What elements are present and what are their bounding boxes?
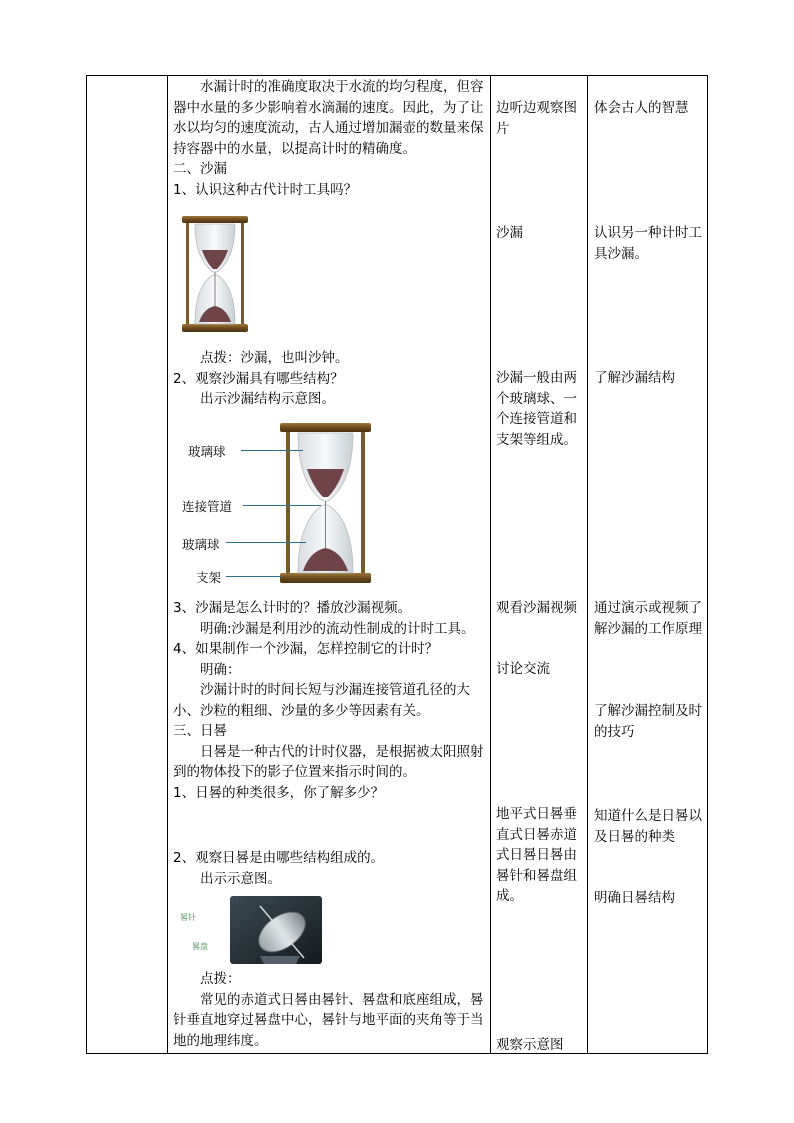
show-diagram-text: 出示沙漏结构示意图。 — [200, 391, 335, 407]
question-1: 1、认识这种古代计时工具吗？ — [173, 181, 358, 198]
intent-2: 认识另一种计时工具沙漏。 — [594, 225, 702, 262]
label-stand: 支架 — [196, 570, 222, 585]
leader-line — [243, 505, 321, 506]
label-glass-ball-bottom: 玻璃球 — [182, 537, 220, 552]
hint-1: 点拨：沙漏，也叫沙钟。 — [200, 350, 349, 366]
section-sundial-title: 三、日晷 — [173, 723, 227, 739]
intent-3: 了解沙漏结构 — [594, 370, 675, 386]
activity-2: 沙漏 — [496, 225, 523, 241]
activity-1: 边听边观察图片 — [496, 100, 577, 137]
leader-line — [226, 576, 282, 577]
content-sundial-structure — [173, 848, 487, 889]
intent-7: 明确日晷结构 — [594, 890, 675, 906]
show-diagram2-text: 出示示意图。 — [200, 870, 281, 887]
hourglass-structure-diagram — [278, 421, 373, 585]
hint-2: 常见的赤道式日晷由晷针、晷盘和底座组成，晷针垂直地穿过晷盘中心，晷针与地平面的夹角等于当地的地理纬度。 — [173, 991, 484, 1049]
intent-1: 体会古人的智慧 — [594, 100, 689, 116]
intent-4: 通过演示或视频了解沙漏的工作原理 — [594, 600, 702, 637]
question-4: 4、如果制作一个沙漏，怎样控制它的计时？ — [173, 641, 439, 657]
content-hourglass-structure — [173, 348, 487, 410]
activity-6: 地平式日晷垂直式日晷赤道式日晷日晷由晷针和晷盘组成。 — [496, 806, 577, 904]
clarify-3: 明确:沙漏是利用沙的流动性制成的计时工具。 — [200, 620, 475, 637]
hint-2-label: 点拨： — [200, 971, 241, 987]
content-water-clock — [173, 77, 487, 200]
leader-line — [226, 542, 306, 543]
question-6: 2、观察日晷是由哪些结构组成的。 — [173, 850, 385, 866]
activity-4: 观看沙漏视频 — [496, 600, 577, 616]
column-divider — [490, 76, 491, 1053]
sundial-image — [230, 896, 322, 964]
intent-6: 知道什么是日晷以及日晷的种类 — [594, 808, 702, 845]
activity-7: 观察示意图 — [496, 1037, 564, 1053]
column-divider — [167, 76, 168, 1053]
activity-3: 沙漏一般由两个玻璃球、一个连接管道和支架等组成。 — [496, 370, 577, 448]
intent-5: 了解沙漏控制及时的技巧 — [594, 703, 702, 740]
clarify-4: 沙漏计时的时间长短与沙漏连接管道孔径的大小、沙粒的粗细、沙量的多少等因素有关。 — [173, 682, 470, 719]
question-2: 2、观察沙漏具有哪些结构？ — [173, 370, 344, 387]
leader-line — [241, 450, 303, 451]
question-5: 1、日晷的种类很多，你了解多少？ — [173, 784, 385, 801]
section-hourglass-title: 二、沙漏 — [173, 161, 227, 177]
activity-5: 讨论交流 — [496, 661, 550, 677]
clarify-4-label: 明确： — [200, 661, 241, 678]
label-gnomon: 晷针 — [180, 913, 196, 922]
sundial-intro: 日晷是一种古代的计时仪器，是根据被太阳照射到的物体投下的影子位置来指示时间的。 — [173, 743, 484, 780]
label-connecting-tube: 连接管道 — [182, 499, 233, 514]
label-glass-ball-top: 玻璃球 — [188, 444, 226, 459]
label-dial-plate: 晷盘 — [192, 942, 208, 951]
para-water-clock: 水漏计时的准确度取决于水流的均匀程度，但容器中水量的多少影响着水滴漏的速度。因此，为了让水以均匀的速度流动，古人通过增加漏壶的数量来保持容器中的水量，以提高计时的精确度。 — [173, 79, 484, 157]
content-hourglass-timing — [173, 598, 487, 803]
content-sundial-hint — [173, 969, 487, 1051]
question-3: 3、沙漏是怎么计时的？播放沙漏视频。 — [173, 600, 412, 616]
hourglass-image — [180, 214, 250, 334]
